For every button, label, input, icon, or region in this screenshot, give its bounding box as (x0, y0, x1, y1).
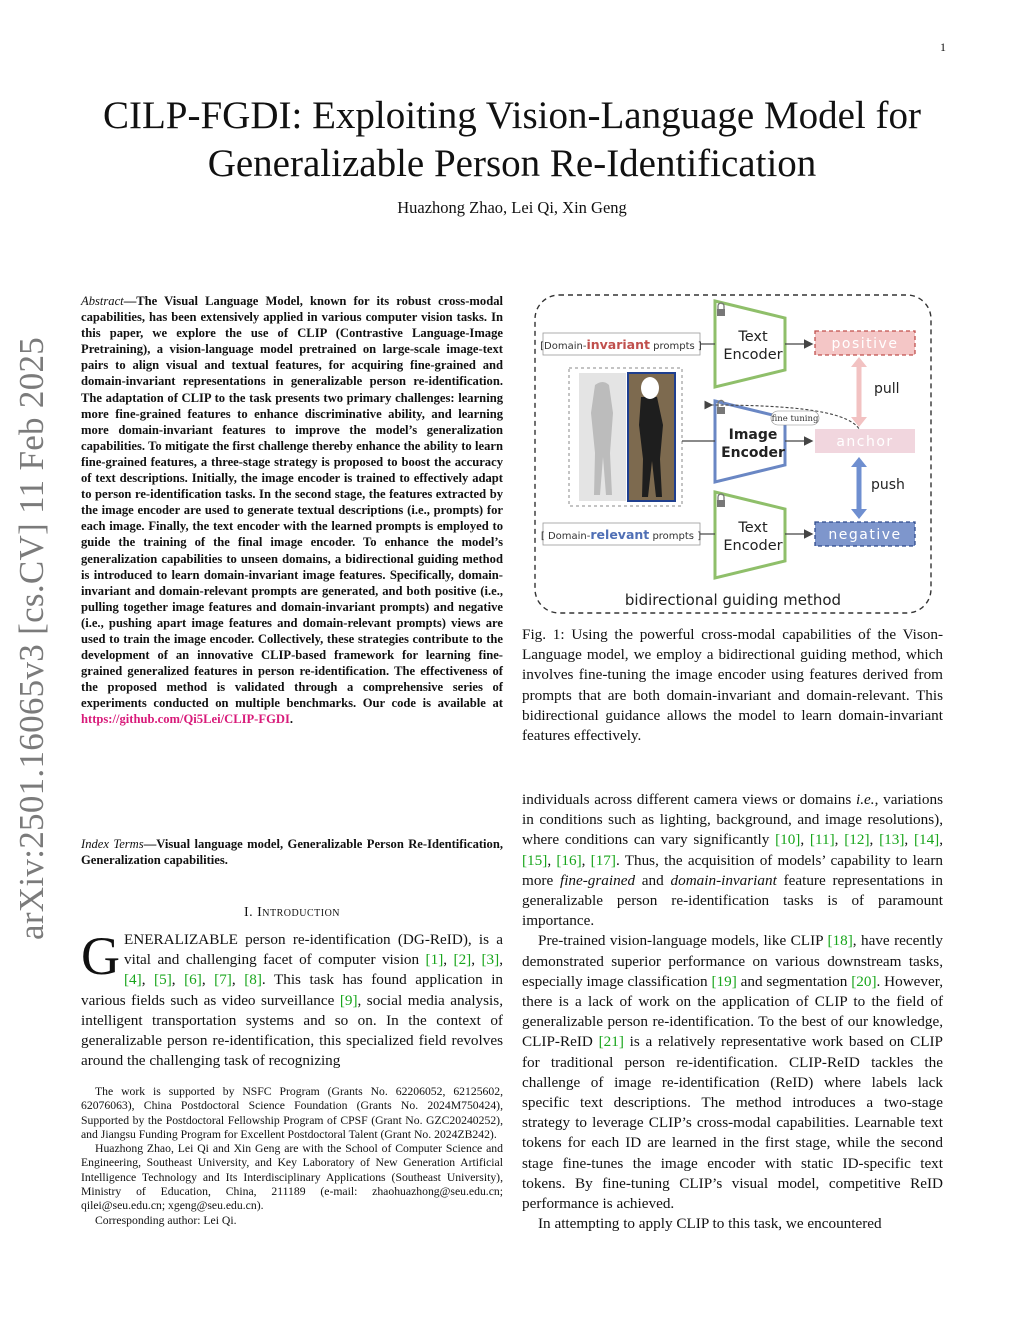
index-terms-lead: Index Terms (81, 837, 144, 851)
figure-diagram (533, 293, 933, 615)
figure-caption-text: Using the powerful cross-modal capabilities of the Vison-Language model, we employ a bidirectional guiding method, which involves fine-tuning the image encoder using features derived from prompts that are both domain-invariant and domain-relevant. This bidirectional guidance allows the model to learn domain-invariant features effectively. (522, 626, 944, 745)
citation[interactable]: [21] (598, 1033, 624, 1051)
anchor-label: anchor (836, 434, 894, 450)
citation[interactable]: [11] (809, 831, 835, 849)
citation[interactable]: [20] (851, 972, 877, 990)
paper-title (60, 92, 964, 188)
figure-caption (522, 625, 943, 746)
abstract-end: . (289, 712, 294, 727)
image-encoder-label-2: Encoder (721, 445, 785, 461)
citation[interactable]: [16] (556, 851, 582, 869)
dropcap: G (81, 926, 120, 986)
right-column-text (522, 790, 943, 1234)
intro-text-1: ENERALIZABLE person re-identification (DG-ReID), is a vital and challenging facet of computer vision (124, 931, 503, 969)
intro-text-2: . This task has found application in various fields such as video surveillance (81, 971, 504, 1009)
citation[interactable]: [10] (775, 831, 801, 849)
intro-text-3: , social media analysis, intelligent transportation systems and so on. In the context of generalizable person re-identification, this specialized field revolves around the challenging task of recognizing (81, 991, 503, 1070)
citation[interactable]: [13] (879, 831, 905, 849)
abstract: Abstract—The Visual Language Model, known for its robust cross-modal capabilities, has been extensively applied in various computer vision tasks. In this paper, we explore the use of CLIP (Contrastive Language-Image Pretraining), a vision-language model pretrained on large-scale image-text pairs to align visual and textual features, for acquiring fine-grained and domain-invariant representations in generalizable person re-identification. The adaptation of CLIP to the task presents two primary challenges: learning more fine-grained features to enhance discriminative ability, and learning more domain-invariant features to improve the model’s generalization capabilities. To mitigate the first challenge thereby enhance the ability to learn fine-grained features, a three-stage strategy is proposed to boost the accuracy of text descriptions. Initially, the image encoder is trained to effectively adapt to person re-identification tasks. In the second stage, the features extracted by the image encoder are used to generate textual descriptions (i.e., prompts) for each image. Finally, the text encoder with the learned prompts is employed to guide the training of the final image encoder. To enhance the model’s generalization capabilities to unseen domains, a bidirectional guiding method is introduced to learn domain-invariant image features. Specifically, domain-invariant and domain-relevant prompts are generated, and both positive (i.e., pulling together image features and domain-invariant prompts) and negative (i.e., pushing apart image features and domain-relevant prompts) views are used to train the image encoder. Collectively, these strategies contribute to the development of an innovative CLIP-based framework for learning fine-grained generalized features in person re-identification. The effectiveness of the proposed method is validated through a comprehensive series of experiments conducted on multiple benchmarks. Our code is available at https://github.com/Qi5Lei/CLIP-FGDI. (81, 294, 503, 727)
citation[interactable]: [3] (481, 951, 500, 969)
title-line-2: Generalizable Person Re-Identification (207, 142, 817, 185)
lock-icon (717, 309, 725, 316)
footnote-funding: The work is supported by NSFC Program (Grants No. 62206052, 62125602, 62076063), China Postdoctoral Science Foundation (Grants No. 2024M750424), Supported by the Postdoctoral Fellowship Program of CPSF (Grant No. GZC20240252), and Jiangsu Funding Program for Excellent Postdoctoral Talent (Grant No. 2024ZB242). (81, 1085, 503, 1141)
paragraph: In attempting to apply CLIP to this task, we encountered (538, 1215, 882, 1233)
text-encoder-top-label-2: Encoder (723, 347, 783, 363)
footnotes (81, 1085, 503, 1228)
figure-label: Fig. 1: (522, 626, 565, 643)
page-number: 1 (940, 40, 946, 54)
citation[interactable]: [1] (425, 951, 444, 969)
footnote-corresponding: Corresponding author: Lei Qi. (95, 1213, 237, 1227)
positive-label: positive (831, 336, 899, 352)
blurred-face (641, 377, 659, 399)
text-encoder-bottom-label-2: Encoder (723, 538, 783, 554)
citation[interactable]: [7] (214, 971, 232, 989)
pull-label: pull (874, 381, 900, 397)
text-encoder-bottom-label-1: Text (738, 520, 768, 536)
citation[interactable]: [18] (827, 932, 853, 950)
text-encoder-top-label-1: Text (738, 329, 768, 345)
citation[interactable]: [6] (184, 971, 202, 989)
authors: Huazhong Zhao, Lei Qi, Xin Geng (397, 198, 627, 217)
index-terms: Index Terms—Visual language model, Generalizable Person Re-Identification, Generalization capabilities. (81, 837, 504, 868)
index-terms-body: Visual language model, Generalizable Person Re-Identification, Generalization capabilities. (81, 837, 504, 868)
footnote-affiliation: Huazhong Zhao, Lei Qi and Xin Geng are with the School of Computer Science and Engineering, Southeast University, and Key Laboratory of New Generation Artificial Intelligence Technology and Its Interdisciplinary Applications (Southeast University), Ministry of Education, China, 211189 (e-mail: zhaohuazhong@seu.edu.cn; qilei@seu.edu.cn; xgeng@seu.edu.cn). (81, 1142, 503, 1213)
invariant-prompts-label: [Domain-invariant prompts ] (540, 337, 702, 352)
negative-label: negative (828, 527, 902, 543)
push-label: push (871, 477, 905, 493)
citation[interactable]: [14] (913, 831, 940, 849)
citation[interactable]: [19] (711, 972, 737, 990)
section-number: I. (243, 905, 254, 920)
citation[interactable]: [2] (453, 951, 472, 969)
unlock-icon (717, 407, 725, 414)
code-link[interactable]: https://github.com/Qi5Lei/CLIP-FGDI (81, 712, 290, 727)
image-encoder-label-1: Image (728, 427, 778, 443)
citation[interactable]: [12] (844, 831, 870, 849)
lock-icon (717, 500, 725, 507)
relevant-prompts-label: [ Domain-relevant prompts ] (540, 527, 702, 542)
abstract-lead: Abstract (81, 294, 124, 308)
citation[interactable]: [17] (590, 851, 616, 869)
section-heading (81, 905, 503, 921)
paragraph: individuals across different camera views or domains i.e., variations in conditions such as lighting, background, and image resolutions), where conditions can vary significantly [10], [11], [12], [13], [14], [15], [16], [17]. Thus, the acquisition of models’ capability to learn more fine-grained and domain-invariant feature representations in generalizable person re-identification tasks is of paramount importance. (522, 791, 944, 930)
citation[interactable]: [15] (522, 851, 548, 869)
arxiv-stamp: arXiv:2501.16065v3 [cs.CV] 11 Feb 2025 (12, 336, 51, 940)
citation[interactable]: [8] (244, 971, 262, 989)
title-line-1: CILP-FGDI: Exploiting Vision-Language Model for (102, 94, 921, 137)
section-title: Introduction (257, 905, 341, 920)
fine-tuning-label: fine tuning (771, 414, 819, 424)
paragraph: Pre-trained vision-language models, like CLIP [18], have recently demonstrated superior performance on various downstream tasks, especially image classification [19] and segmentation [20]. However, there is a lack of work on the application of CLIP to the field of generalizable person re-identification. To the best of our knowledge, CLIP-ReID [21] is a relatively representative work based on CLIP for traditional person re-identification. CLIP-ReID tackles the challenge of image re-identification (ReID) where labels lack specific text descriptions. The method introduces a two-stage strategy to leverage CLIP’s cross-modal capabilities. Learnable text tokens for each ID are learned in the first stage, while the second stage fine-tunes the image encoder with static ID-specific text tokens. By fine-tuning CLIP’s visual model, competitive ReID performance is achieved. (522, 932, 944, 1213)
method-label: bidirectional guiding method (624, 591, 842, 609)
citation[interactable]: [5] (154, 971, 172, 989)
intro-paragraph: GENERALIZABLE person re-identification (DG-ReID), is a vital and challenging facet of computer vision [1], [2], [3], [4], [5], [6], [7], [8]. This task has found application in various fields such as video surveillance [9], social media analysis, intelligent transportation systems and so on. In the context of generalizable person re-identification, this specialized field revolves around the challenging task of recognizing (81, 926, 504, 1070)
citation[interactable]: [4] (124, 971, 142, 989)
abstract-body: The Visual Language Model, known for its robust cross-modal capabilities, has been extensively applied in various computer vision tasks. In this paper, we explore the use of CLIP (Contrastive Language-Image Pretraining), a vision-language model pretrained on large-scale image-text pairs to align visual and textual features, for acquiring fine-grained and domain-invariant representations in generalizable person re-identification. The adaptation of CLIP to the task presents two primary challenges: learning more fine-grained features to enhance discriminative ability, and learning more domain-invariant features to improve the model’s generalization capabilities. To mitigate the first challenge thereby enhance the ability to learn fine-grained features, a three-stage strategy is proposed to boost the accuracy of text descriptions. Initially, the image encoder is trained to effectively adapt to person re-identification tasks. In the second stage, the features extracted by the image encoder are used to generate textual descriptions (i.e., prompts) for each image. Finally, the text encoder with the learned prompts is employed to guide the training of the final image encoder. To enhance the model’s generalization capabilities to unseen domains, a bidirectional guiding method is introduced to learn domain-invariant image features. Specifically, domain-invariant and domain-relevant prompts are generated, and both positive (i.e., pulling together image features and domain-invariant prompts) and negative (i.e., pushing apart image features and domain-relevant prompts) views are used to train the image encoder. Collectively, these strategies contribute to the development of an innovative CLIP-based framework for learning fine-grained generalized features in person re-identification. The effectiveness of the proposed method is validated through a comprehensive series of experiments conducted on multiple benchmarks. Our code is available at (81, 294, 503, 711)
citation[interactable]: [9] (339, 991, 358, 1009)
